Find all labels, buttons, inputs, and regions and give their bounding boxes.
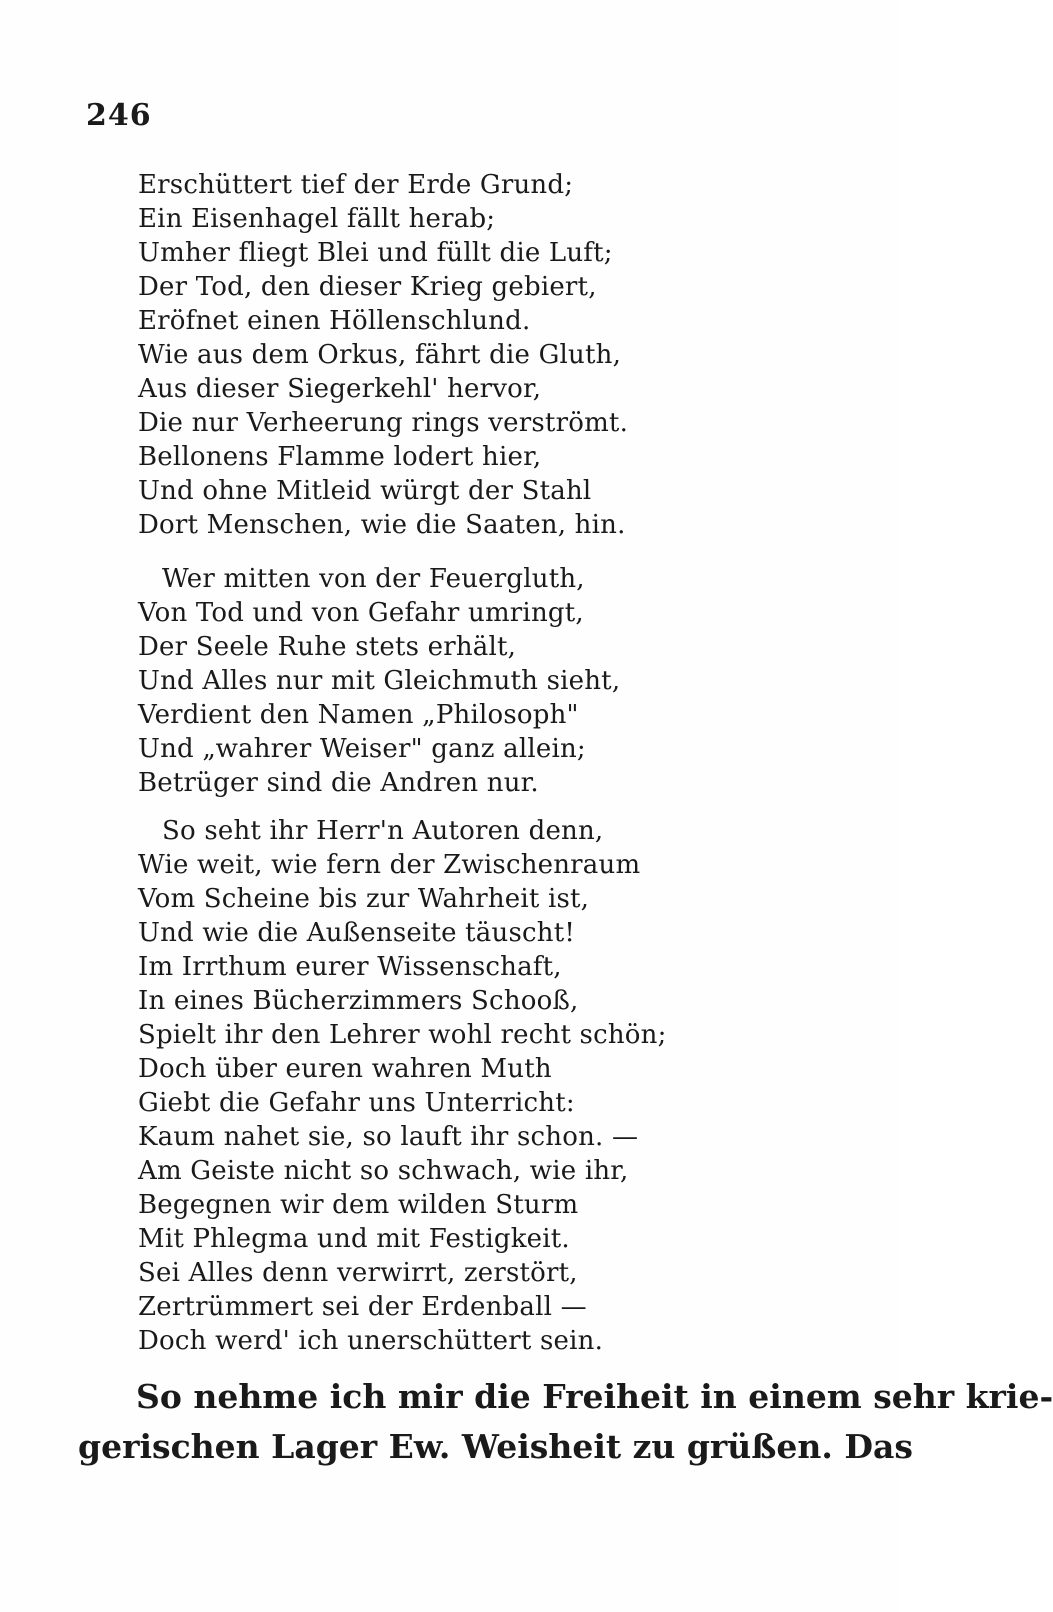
verse-line: Vom Scheine bis zur Wahrheit ist,	[138, 884, 590, 914]
verse-line: Und Alles nur mit Gleichmuth sieht,	[138, 666, 621, 696]
verse-line: Im Irrthum eurer Wissenschaft,	[138, 952, 562, 982]
verse-line: Verdient den Namen „Philosoph"	[138, 700, 579, 730]
verse-line: Wie aus dem Orkus, fährt die Gluth,	[138, 340, 622, 370]
verse-line: Sei Alles denn verwirrt, zerstört,	[138, 1258, 578, 1288]
verse-line: In eines Bücherzimmers Schooß,	[138, 986, 579, 1016]
verse-line: Der Tod, den dieser Krieg gebiert,	[138, 272, 597, 302]
poem-stanza-1	[138, 168, 628, 542]
poem-stanza-2	[138, 562, 620, 800]
verse-line: Bellonens Flamme lodert hier,	[138, 442, 542, 472]
verse-line: Betrüger sind die Andren nur.	[138, 768, 539, 798]
verse-line: Wie weit, wie fern der Zwischenraum	[138, 850, 641, 880]
verse-line: Und „wahrer Weiser" ganz allein;	[138, 734, 586, 764]
prose-line: So nehme ich mir die Freiheit in einem sehr krie-	[136, 1377, 1053, 1416]
page-number: 246	[86, 98, 152, 133]
verse-line: Zertrümmert sei der Erdenball —	[138, 1292, 587, 1322]
verse-line: Mit Phlegma und mit Festigkeit.	[138, 1224, 570, 1254]
verse-line: Umher fliegt Blei und füllt die Luft;	[138, 238, 613, 268]
verse-line: Wer mitten von der Feuergluth,	[162, 564, 585, 594]
verse-line: Eröfnet einen Höllenschlund.	[138, 306, 531, 336]
verse-line: Ein Eisenhagel fällt herab;	[138, 204, 496, 234]
prose-line: gerischen Lager Ew. Weisheit zu grüßen. Das	[78, 1427, 913, 1466]
verse-line: Kaum nahet sie, so lauft ihr schon. —	[138, 1122, 639, 1152]
verse-line: Doch über euren wahren Muth	[138, 1054, 552, 1084]
verse-line: Giebt die Gefahr uns Unterricht:	[138, 1088, 575, 1118]
verse-line: Spielt ihr den Lehrer wohl recht schön;	[138, 1020, 667, 1050]
poem-stanza-3	[138, 814, 667, 1358]
verse-line: Von Tod und von Gefahr umringt,	[138, 598, 584, 628]
verse-line: Erschüttert tief der Erde Grund;	[138, 170, 574, 200]
verse-line: Der Seele Ruhe stets erhält,	[138, 632, 517, 662]
verse-line: Und wie die Außenseite täuscht!	[138, 918, 576, 948]
prose-paragraph	[78, 1372, 1053, 1472]
verse-line: So seht ihr Herr'n Autoren denn,	[162, 816, 604, 846]
verse-line: Und ohne Mitleid würgt der Stahl	[138, 476, 592, 506]
verse-line: Begegnen wir dem wilden Sturm	[138, 1190, 579, 1220]
verse-line: Aus dieser Siegerkehl' hervor,	[138, 374, 542, 404]
verse-line: Die nur Verheerung rings verströmt.	[138, 408, 629, 438]
verse-line: Doch werd' ich unerschüttert sein.	[138, 1326, 604, 1356]
verse-line: Dort Menschen, wie die Saaten, hin.	[138, 510, 626, 540]
verse-line: Am Geiste nicht so schwach, wie ihr,	[138, 1156, 629, 1186]
